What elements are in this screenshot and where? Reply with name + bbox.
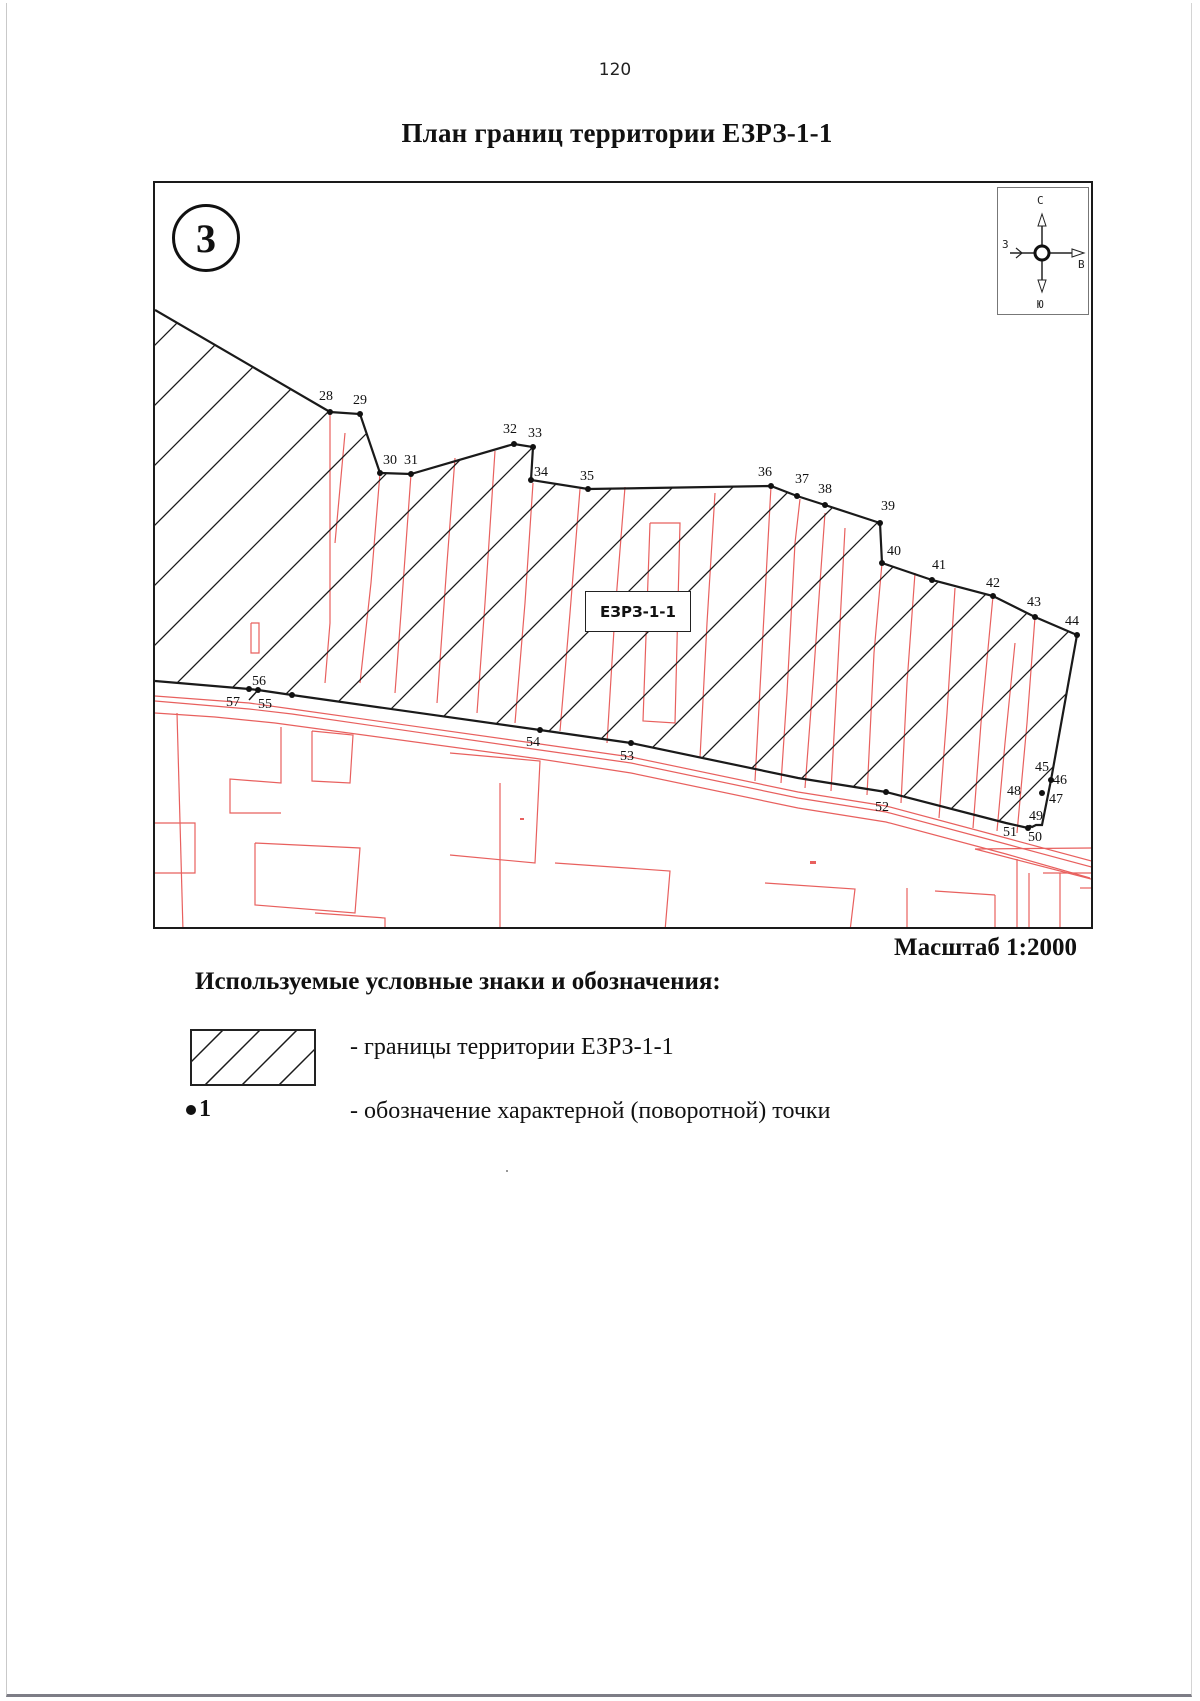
hatched-rectangle-icon (190, 1029, 316, 1086)
point-label: 43 (1027, 595, 1041, 610)
red-marks (520, 818, 816, 864)
point-label: 34 (534, 465, 548, 480)
point-label: 47 (1049, 792, 1063, 807)
point-label: 52 (875, 800, 889, 815)
compass-west-label: З (1002, 238, 1009, 251)
point-label: 57 (226, 695, 240, 710)
point-label: 56 (252, 674, 266, 689)
point-label: 48 (1007, 784, 1021, 799)
point-label: 30 (383, 453, 397, 468)
point-label: 41 (932, 558, 946, 573)
page-number: 120 (598, 60, 632, 80)
point-label: 45 (1035, 760, 1049, 775)
legend-item-boundary-text: - границы территории ЕЗРЗ-1-1 (350, 1034, 674, 1060)
compass-south-label: Ю (1037, 298, 1044, 311)
map-scale: Масштаб 1:2000 (894, 934, 1077, 961)
point-label: 33 (528, 426, 542, 441)
legend-point-symbol (186, 1096, 211, 1123)
map-frame (153, 181, 1093, 929)
point-label: 37 (795, 472, 809, 487)
legend-item-point-text: - обозначение характерной (поворотной) точки (350, 1098, 831, 1124)
map-drawing (155, 183, 1093, 929)
point-label: 39 (881, 499, 895, 514)
compass-north-label: С (1037, 194, 1044, 207)
legend-point-number: 1 (199, 1096, 211, 1122)
compass-rose (997, 187, 1089, 315)
point-label: 46 (1053, 773, 1067, 788)
zone-label: ЕЗРЗ-1-1 (585, 591, 691, 632)
point-label: 54 (526, 735, 540, 750)
point-label: 29 (353, 393, 367, 408)
compass-east-label: В (1078, 258, 1085, 271)
point-label: 28 (319, 389, 333, 404)
page-title: План границ территории ЕЗРЗ-1-1 (401, 118, 833, 148)
point-label: 50 (1028, 830, 1042, 845)
point-label: 55 (258, 697, 272, 712)
legend-title: Используемые условные знаки и обозначения: (195, 968, 721, 995)
point-label: 38 (818, 482, 832, 497)
compass-icon (998, 188, 1090, 316)
point-label: 35 (580, 469, 594, 484)
point-label: 40 (887, 544, 901, 559)
point-label: 31 (404, 453, 418, 468)
point-label: 32 (503, 422, 517, 437)
cadastral-lines (155, 412, 1093, 929)
point-dot-icon (186, 1105, 196, 1115)
point-label: 44 (1065, 614, 1079, 629)
scan-speck (506, 1170, 508, 1172)
point-label: 36 (758, 465, 772, 480)
point-label: 51 (1003, 825, 1017, 840)
point-label: 53 (620, 749, 634, 764)
sheet-number-badge: 3 (172, 204, 240, 272)
point-label: 49 (1029, 809, 1043, 824)
point-label: 42 (986, 576, 1000, 591)
